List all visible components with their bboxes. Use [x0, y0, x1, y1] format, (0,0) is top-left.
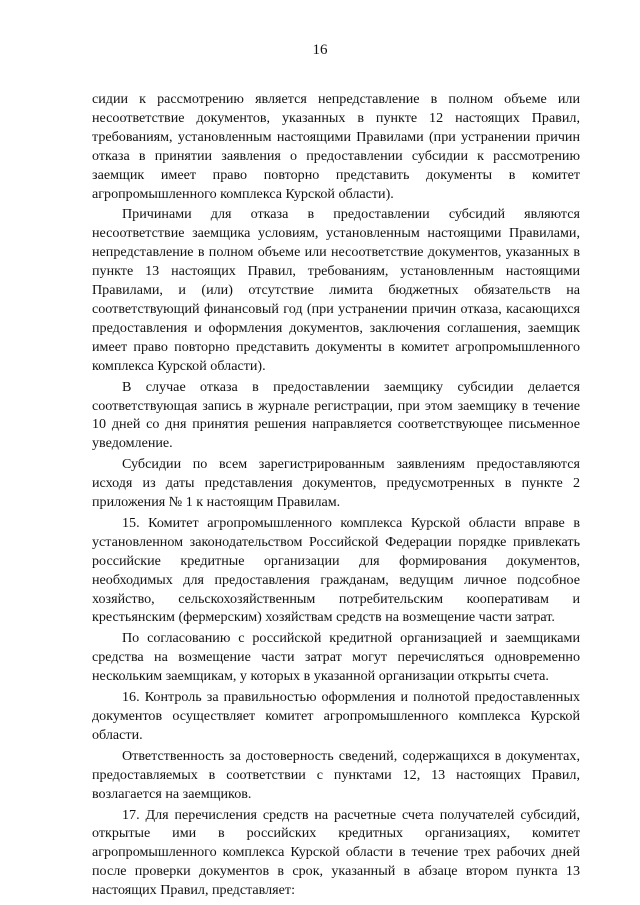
paragraph-refusal-reasons: Причинами для отказа в предоставлении субсидий являются несоответствие заемщика условиям, установленным настоящими Правилами, непредставление в полном объеме или несоответствие документов, указанных в пункте 13 настоящих Правил, требованиям, установленным настоящими Правилами, и (или) отсутствие лимита бюджетных обязательств на соответствующий финансовый год (при устранении причин отказа, касающихся предоставления и оформления документов, заключения соглашения, заемщик имеет право повторно представить документы в комитет агропромышленного комплекса Курской области). [92, 206, 580, 374]
document-body [92, 90, 580, 900]
paragraph-refusal-notification: В случае отказа в предоставлении заемщику субсидии делается соответствующая запись в журнале регистрации, при этом заемщику в течение 10 дней со дня принятия решения направляется соответствующее письменное уведомление. [92, 378, 580, 452]
paragraph-responsibility: Ответственность за достоверность сведений, содержащихся в документах, предоставляемых в соответствии с пунктами 12, 13 настоящих Правил, возлагается на заемщиков. [92, 747, 580, 802]
paragraph-subsidy-review-refusal: сидии к рассмотрению является непредставление в полном объеме или несоответствие документов, указанных в пункте 12 настоящих Правил, требованиям, установленным настоящими Правилами (при устранении причин отказа в принятии заявления о предоставлении субсидии к рассмотрению заемщик имеет право повторно представить документы в комитет агропромышленного комплекса Курской области). [92, 91, 580, 202]
paragraph-transfer-agreement: По согласованию с российской кредитной организацией и заемщиками средства на возмещение части затрат могут перечисляться одновременно нескольким заемщикам, у которых в указанной организации открыты счета. [92, 630, 580, 685]
paragraph-item-17: 17. Для перечисления средств на расчетные счета получателей субсидий, открытые ими в российских кредитных организациях, комитет агропромышленного комплекса Курской области в течение трех рабочих дней после проверки документов в срок, указанный в абзаце втором пункта 13 настоящих Правил, представляет: [92, 806, 580, 899]
paragraph-item-15: 15. Комитет агропромышленного комплекса Курской области вправе в установленном законодательством Российской Федерации порядке привлекать российские кредитные организации для формирования документов, необходимых для предоставления гражданам, ведущим личное подсобное хозяйство, сельскохозяйственным потребительским кооперативам и крестьянским (фермерским) хозяйствам средств на возмещение части затрат. [92, 514, 580, 626]
page-number: 16 [312, 42, 328, 58]
paragraph-item-16: 16. Контроль за правильностью оформления и полнотой предоставленных документов осуществляет комитет агропромышленного комплекса Курской области. [92, 689, 580, 743]
paragraph-subsidy-order: Субсидии по всем зарегистрированным заявлениям предоставляются исходя из даты представления документов, предусмотренных в пункте 2 приложения № 1 к настоящим Правилам. [92, 456, 580, 511]
